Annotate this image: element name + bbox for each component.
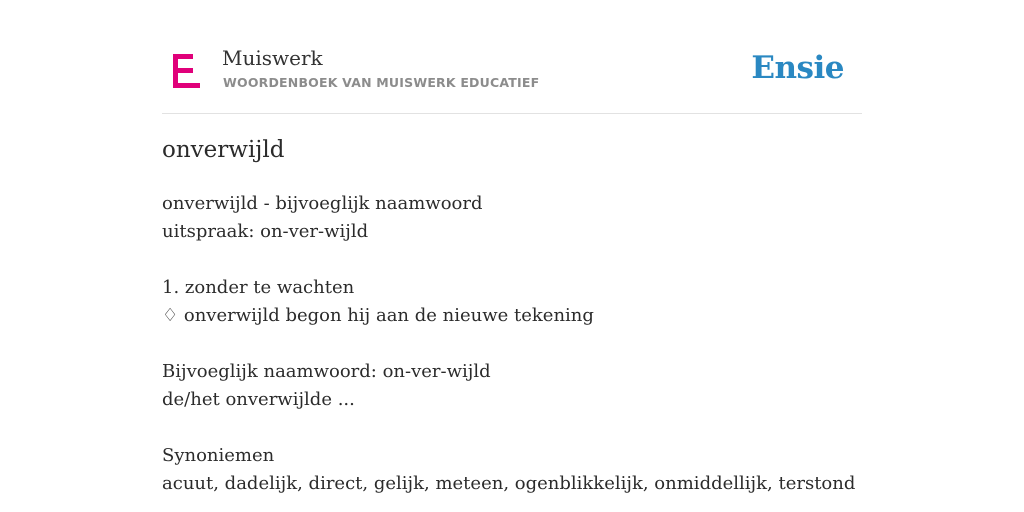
definition-line: 1. zonder te wachten: [162, 277, 355, 298]
blank-line: [162, 246, 862, 274]
entry-heading-line: onverwijld - bijvoeglijk naamwoord: [162, 193, 483, 214]
synonyms-heading: Synoniemen: [162, 445, 275, 466]
word-class-line: Bijvoeglijk naamwoord: on-ver-wijld: [162, 361, 491, 382]
blank-line: [162, 414, 862, 442]
pronunciation-line: uitspraak: on-ver-wijld: [162, 221, 369, 242]
brand-subtitle: WOORDENBOEK VAN MUISWERK EDUCATIEF: [223, 75, 540, 90]
site-header: [162, 40, 862, 114]
page-title: onverwijld: [162, 137, 285, 163]
synonyms-list: acuut, dadelijk, direct, gelijk, meteen, ogenblikkelijk, onmiddellijk, terstond: [162, 473, 856, 494]
brand-name[interactable]: Muiswerk: [222, 46, 323, 70]
example-line: ♢ onverwijld begon hij aan de nieuwe tekening: [162, 305, 594, 326]
muiswerk-logo-icon[interactable]: [173, 54, 200, 88]
inflection-line: de/het onverwijlde ...: [162, 389, 355, 410]
entry-body: [162, 190, 862, 498]
ensie-logo-link[interactable]: Ensie: [751, 50, 844, 86]
blank-line: [162, 330, 862, 358]
